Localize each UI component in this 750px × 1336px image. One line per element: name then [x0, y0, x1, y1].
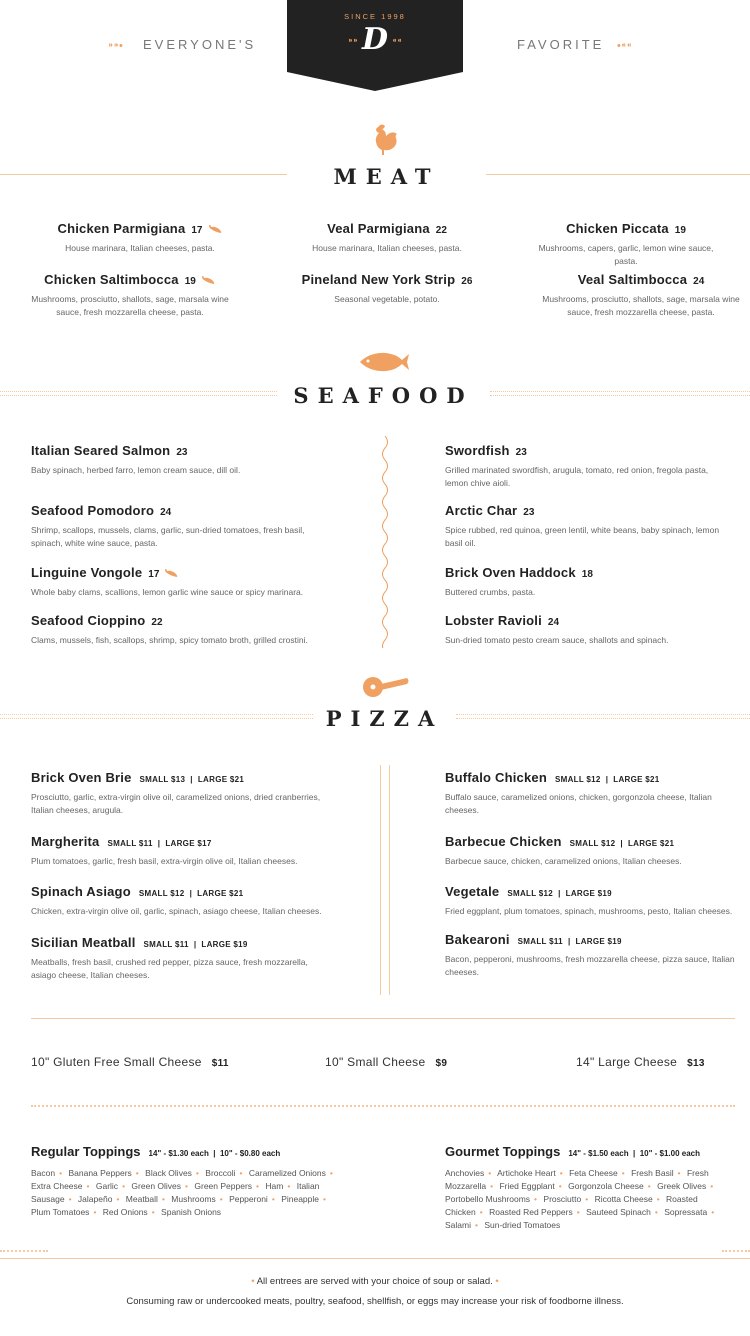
- item-name: Sicilian Meatball: [31, 935, 136, 950]
- header-left-ornament: ⁍⁍•: [108, 40, 123, 52]
- bullet-icon: •: [185, 1181, 189, 1191]
- topping-item: Spanish Onions: [161, 1207, 222, 1217]
- menu-item: [445, 769, 735, 817]
- item-sizes: SMALL $12 | LARGE $19: [507, 889, 612, 898]
- bullet-icon: •: [559, 1168, 563, 1178]
- topping-item: Sauteed Spinach: [586, 1207, 651, 1217]
- bullet-icon: •: [287, 1181, 291, 1191]
- menu-item: [445, 442, 715, 490]
- topping-item: Fresh Basil: [631, 1168, 674, 1178]
- cheese-bottom-line: [31, 1105, 735, 1107]
- item-desc: Chicken, extra-virgin olive oil, garlic, spinach, asiago cheese, Italian cheeses.: [31, 906, 322, 916]
- item-name: Veal Parmigiana: [327, 221, 430, 236]
- bullet-icon: •: [271, 1194, 275, 1204]
- item-sizes: SMALL $11 | LARGE $19: [517, 937, 622, 946]
- item-sizes: SMALL $11 | LARGE $19: [143, 940, 248, 949]
- item-sizes: SMALL $13 | LARGE $21: [139, 775, 245, 784]
- item-desc: Buffalo sauce, caramelized onions, chicken, gorgonzola cheese, Italian cheeses.: [445, 792, 712, 815]
- topping-item: Anchovies: [445, 1168, 485, 1178]
- item-name: Brick Oven Brie: [31, 770, 132, 785]
- bullet-icon: •: [151, 1207, 155, 1217]
- cheese-price: $11: [211, 1058, 229, 1069]
- bullet-icon: •: [490, 1181, 494, 1191]
- cheese-item: [31, 1055, 229, 1069]
- menu-item: [272, 271, 502, 306]
- topping-item: Ricotta Cheese: [594, 1194, 653, 1204]
- section-title-seafood: SEAFOOD: [293, 383, 474, 408]
- menu-item: [31, 883, 361, 918]
- topping-item: Salami: [445, 1220, 471, 1230]
- item-desc: Mushrooms, prosciutto, shallots, sage, marsala wine sauce, fresh mozzarella cheese, pasta.: [31, 294, 229, 317]
- regular-toppings: [31, 1143, 341, 1219]
- bullet-icon: •: [323, 1194, 326, 1204]
- pizza-left-line: [0, 714, 313, 719]
- item-name: Barbecue Chicken: [445, 834, 562, 849]
- topping-item: Greek Olives: [657, 1181, 707, 1191]
- menu-item: [445, 931, 735, 979]
- gourmet-toppings: [445, 1143, 730, 1232]
- bullet-icon: •: [647, 1181, 651, 1191]
- item-name: Chicken Parmigiana: [57, 221, 186, 236]
- bullet-icon: •: [86, 1181, 90, 1191]
- footer-warning: Consuming raw or undercooked meats, poultry, seafood, shellfish, or eggs may increase your risk of foodborne illness.: [126, 1296, 624, 1307]
- item-price: 22: [151, 617, 163, 628]
- topping-item: Green Olives: [131, 1181, 182, 1191]
- menu-item: [445, 612, 735, 647]
- item-name: Chicken Piccata: [566, 221, 669, 236]
- item-name: Vegetale: [445, 884, 500, 899]
- section-title-pizza: PIZZA: [325, 706, 444, 731]
- topping-item: Extra Cheese: [31, 1181, 83, 1191]
- topping-item: Italian Sausage: [31, 1181, 320, 1204]
- item-name: Margherita: [31, 834, 100, 849]
- topping-item: Portobello Mushrooms: [445, 1194, 531, 1204]
- cheese-name: 14" Large Cheese: [576, 1055, 678, 1069]
- bullet-icon: •: [654, 1207, 658, 1217]
- rooster-icon: [369, 122, 403, 156]
- topping-item: Green Peppers: [194, 1181, 253, 1191]
- item-price: 17: [191, 225, 203, 236]
- header-right-ornament: •⁌⁌: [617, 40, 632, 52]
- pizza-right-line: [456, 714, 750, 719]
- item-price: 17: [148, 569, 160, 580]
- item-sizes: SMALL $11 | LARGE $17: [107, 839, 212, 848]
- menu-item: [445, 833, 745, 868]
- item-desc: Prosciutto, garlic, extra-virgin olive oil, caramelized onions, dried cranberries, Italian cheeses, arugula.: [31, 792, 321, 815]
- cheese-price: $9: [435, 1058, 448, 1069]
- menu-item: [31, 502, 311, 550]
- topping-item: Prosciutto: [543, 1194, 582, 1204]
- fish-icon: [358, 350, 410, 374]
- item-price: 26: [461, 276, 473, 287]
- bullet-icon: •: [711, 1207, 715, 1217]
- item-name: Seafood Cioppino: [31, 613, 146, 628]
- menu-item: [31, 612, 351, 647]
- topping-item: Jalapeño: [77, 1194, 113, 1204]
- bullet-icon: •: [93, 1207, 97, 1217]
- topping-item: Pepperoni: [229, 1194, 268, 1204]
- topping-item: Broccoli: [205, 1168, 236, 1178]
- item-desc: Sun-dried tomato pesto cream sauce, shallots and spinach.: [445, 635, 669, 645]
- cheese-name: 10" Small Cheese: [325, 1055, 426, 1069]
- topping-item: Mushrooms: [171, 1194, 216, 1204]
- menu-item: [445, 564, 725, 599]
- bullet-icon: •: [122, 1181, 126, 1191]
- item-desc: Whole baby clams, scallions, lemon garlic wine sauce or spicy marinara.: [31, 587, 304, 597]
- item-name: Pineland New York Strip: [301, 272, 456, 287]
- item-price: 19: [674, 225, 686, 236]
- item-name: Brick Oven Haddock: [445, 565, 576, 580]
- menu-item: [31, 833, 351, 868]
- topping-item: Fried Eggplant: [499, 1181, 555, 1191]
- toppings-list: [445, 1167, 730, 1232]
- topping-item: Plum Tomatoes: [31, 1207, 90, 1217]
- bullet-icon: •: [256, 1181, 260, 1191]
- bullet-icon: •: [534, 1194, 538, 1204]
- item-name: Buffalo Chicken: [445, 770, 547, 785]
- item-desc: Buttered crumbs, pasta.: [445, 587, 536, 597]
- topping-item: Caramelized Onions: [248, 1168, 326, 1178]
- menu-item: [25, 271, 235, 319]
- cheese-name: 10" Gluten Free Small Cheese: [31, 1055, 202, 1069]
- menu-item: [31, 769, 321, 817]
- item-desc: Plum tomatoes, garlic, fresh basil, extra-virgin olive oil, Italian cheeses.: [31, 856, 298, 866]
- bullet-icon: •: [329, 1168, 333, 1178]
- item-desc: Mushrooms, capers, garlic, lemon wine sauce, pasta.: [538, 243, 714, 266]
- pizza-column-divider: [380, 765, 390, 995]
- item-name: Italian Seared Salmon: [31, 443, 171, 458]
- item-desc: House marinara, Italian cheeses, pasta.: [312, 243, 462, 253]
- bullet-icon: •: [656, 1194, 660, 1204]
- topping-item: Red Onions: [102, 1207, 148, 1217]
- item-desc: Grilled marinated swordfish, arugula, tomato, red onion, fregola pasta, lemon chive aioli.: [445, 465, 709, 488]
- topping-item: Roasted Red Peppers: [489, 1207, 573, 1217]
- item-desc: Bacon, pepperoni, mushrooms, fresh mozzarella cheese, pizza sauce, Italian cheeses.: [445, 954, 735, 977]
- toppings-list: [31, 1167, 341, 1219]
- item-name: Spinach Asiago: [31, 884, 131, 899]
- chili-pepper-icon: [163, 568, 179, 578]
- since-label: SINCE 1998: [344, 12, 406, 21]
- logo-wheat-left-icon: ⁍⁍: [348, 36, 358, 47]
- item-name: Bakearoni: [445, 932, 510, 947]
- bullet-icon: •: [251, 1276, 255, 1287]
- menu-item: [31, 934, 321, 982]
- item-desc: Spice rubbed, red quinoa, green lentil, white beans, baby spinach, lemon basil oil.: [445, 525, 720, 548]
- item-price: 23: [176, 447, 188, 458]
- chili-pepper-icon: [207, 224, 223, 234]
- topping-item: Pineapple: [281, 1194, 319, 1204]
- item-price: 24: [160, 507, 172, 518]
- bullet-icon: •: [219, 1194, 223, 1204]
- menu-item: [536, 271, 746, 319]
- topping-item: Artichoke Heart: [497, 1168, 556, 1178]
- menu-item: [445, 883, 750, 918]
- toppings-price: 14" - $1.30 each | 10" - $0.80 each: [148, 1149, 281, 1158]
- footer-left-dots: [0, 1250, 48, 1252]
- menu-item: [31, 564, 341, 599]
- item-price: 22: [435, 225, 447, 236]
- bullet-icon: •: [495, 1276, 499, 1287]
- item-desc: Shrimp, scallops, mussels, clams, garlic, sun-dried tomatoes, fresh basil, spinach, white wine sauce, pasta.: [31, 525, 305, 548]
- bullet-icon: •: [474, 1220, 478, 1230]
- item-name: Seafood Pomodoro: [31, 503, 155, 518]
- topping-item: Feta Cheese: [569, 1168, 618, 1178]
- item-desc: Baby spinach, herbed farro, lemon cream sauce, dill oil.: [31, 465, 241, 475]
- footer-note: [0, 1276, 750, 1287]
- item-desc: Mushrooms, prosciutto, shallots, sage, marsala wine sauce, fresh mozzarella cheese, pasta.: [542, 294, 740, 317]
- item-sizes: SMALL $12 | LARGE $21: [554, 775, 660, 784]
- logo-wheat-right-icon: ⁌⁌: [392, 36, 402, 47]
- item-desc: Seasonal vegetable, potato.: [334, 294, 440, 304]
- topping-item: Bacon: [31, 1168, 56, 1178]
- bullet-icon: •: [558, 1181, 562, 1191]
- section-title-meat: MEAT: [333, 164, 440, 189]
- bullet-icon: •: [59, 1168, 63, 1178]
- menu-item: [31, 442, 341, 477]
- menu-item: [25, 220, 255, 255]
- item-desc: Clams, mussels, fish, scallops, shrimp, spicy tomato broth, grilled crostini.: [31, 635, 308, 645]
- meat-left-line: [0, 174, 287, 175]
- seafood-right-line: [490, 391, 750, 396]
- item-price: 24: [693, 276, 705, 287]
- topping-item: Ham: [265, 1181, 284, 1191]
- bullet-icon: •: [239, 1168, 243, 1178]
- topping-item: Banana Peppers: [68, 1168, 132, 1178]
- cheese-item: [325, 1055, 447, 1069]
- item-name: Swordfish: [445, 443, 510, 458]
- bullet-icon: •: [135, 1168, 139, 1178]
- bullet-icon: •: [488, 1168, 492, 1178]
- bullet-icon: •: [479, 1207, 483, 1217]
- footer-right-dots: [722, 1250, 750, 1252]
- bullet-icon: •: [621, 1168, 625, 1178]
- topping-item: Roasted Chicken: [445, 1194, 698, 1217]
- logo-letter: D: [361, 22, 388, 57]
- seafood-left-line: [0, 391, 277, 396]
- topping-item: Sopressata: [664, 1207, 708, 1217]
- item-name: Arctic Char: [445, 503, 518, 518]
- bullet-icon: •: [677, 1168, 681, 1178]
- topping-item: Meatball: [125, 1194, 158, 1204]
- item-price: 18: [581, 569, 593, 580]
- item-name: Chicken Saltimbocca: [44, 272, 179, 287]
- item-desc: Fried eggplant, plum tomatoes, spinach, mushrooms, pesto, Italian cheeses.: [445, 906, 733, 916]
- header-right-tag: FAVORITE: [517, 37, 605, 52]
- topping-item: Black Olives: [145, 1168, 192, 1178]
- bullet-icon: •: [576, 1207, 580, 1217]
- seafood-column-divider: [378, 436, 392, 648]
- item-price: 23: [515, 447, 527, 458]
- bullet-icon: •: [710, 1181, 714, 1191]
- bullet-icon: •: [585, 1194, 589, 1204]
- footer-line1: All entrees are served with your choice of soup or salad.: [256, 1276, 493, 1287]
- cheese-top-line: [31, 1018, 735, 1019]
- menu-item: [526, 220, 726, 268]
- toppings-title: Regular Toppings: [31, 1144, 141, 1159]
- bullet-icon: •: [195, 1168, 199, 1178]
- item-desc: Meatballs, fresh basil, crushed red pepper, pizza sauce, fresh mozzarella, asiago cheese, Italian cheeses.: [31, 957, 308, 980]
- meat-right-line: [486, 174, 750, 175]
- bullet-icon: •: [68, 1194, 72, 1204]
- item-name: Linguine Vongole: [31, 565, 143, 580]
- toppings-title: Gourmet Toppings: [445, 1144, 561, 1159]
- cheese-price: $13: [687, 1058, 705, 1069]
- chili-pepper-icon: [200, 275, 216, 285]
- item-sizes: SMALL $12 | LARGE $21: [569, 839, 675, 848]
- toppings-price: 14" - $1.50 each | 10" - $1.00 each: [568, 1149, 700, 1158]
- item-name: Veal Saltimbocca: [577, 272, 688, 287]
- item-price: 19: [184, 276, 196, 287]
- topping-item: Fresh Mozzarella: [445, 1168, 709, 1191]
- item-sizes: SMALL $12 | LARGE $21: [138, 889, 244, 898]
- item-name: Lobster Ravioli: [445, 613, 542, 628]
- item-price: 23: [523, 507, 535, 518]
- item-desc: Barbecue sauce, chicken, caramelized onions, Italian cheeses.: [445, 856, 682, 866]
- topping-item: Sun-dried Tomatoes: [484, 1220, 561, 1230]
- menu-item: [445, 502, 725, 550]
- cheese-item: [576, 1055, 705, 1069]
- pizza-cutter-icon: [362, 676, 410, 698]
- bullet-icon: •: [161, 1194, 165, 1204]
- topping-item: Gorgonzola Cheese: [568, 1181, 644, 1191]
- item-price: 24: [547, 617, 560, 628]
- header-left-tag: EVERYONE'S: [143, 37, 257, 52]
- item-desc: House marinara, Italian cheeses, pasta.: [65, 243, 215, 253]
- topping-item: Garlic: [95, 1181, 119, 1191]
- menu-item: [272, 220, 502, 255]
- bullet-icon: •: [116, 1194, 120, 1204]
- footer-line: [0, 1258, 750, 1259]
